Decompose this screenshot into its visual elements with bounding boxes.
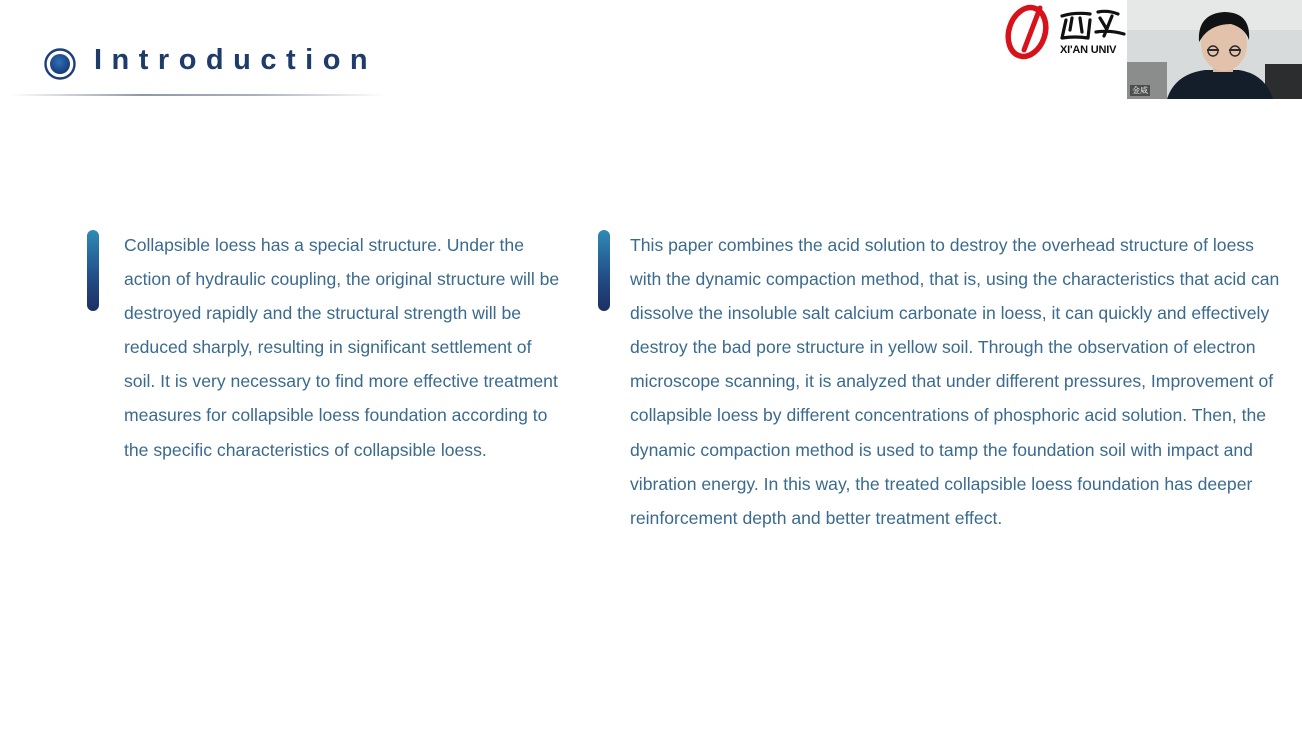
right-accent-bar [598, 230, 610, 311]
logo-caption: XI'AN UNIV [1060, 44, 1117, 56]
slide-title: Introduction [94, 44, 378, 76]
left-paragraph: Collapsible loess has a special structure. Under the action of hydraulic coupling, the original structure will be destroyed rapidly and the structural strength will be reduced sharply, resulting in significant settlement of soil. It is very necessary to find more effective treatment measures for collapsible loess foundation according to the specific characteristics of collapsible loess. [124, 235, 560, 460]
webcam-feed-image [1127, 0, 1302, 99]
title-bullet-icon [44, 48, 76, 80]
participant-name-label: 金威 [1132, 86, 1148, 95]
right-paragraph: This paper combines the acid solution to destroy the overhead structure of loess with the dynamic compaction method, that is, using the characteristics that acid can dissolve the insoluble salt calcium carbonate in loess, it can quickly and effectively destroy the bad pore structure in yellow soil. Through the observation of electron microscope scanning, it is analyzed that under different pressures, Improvement of collapsible loess by different concentrations of phosphoric acid solution. Then, the dynamic compaction method is used to tamp the foundation soil with impact and vibration energy. In this way, the treated collapsible loess foundation has deeper reinforcement depth and better treatment effect. [630, 235, 1280, 528]
webcam-video-tile[interactable] [1127, 0, 1302, 99]
university-logo [1000, 2, 1128, 62]
left-accent-bar [87, 230, 99, 311]
title-underline [10, 94, 385, 96]
